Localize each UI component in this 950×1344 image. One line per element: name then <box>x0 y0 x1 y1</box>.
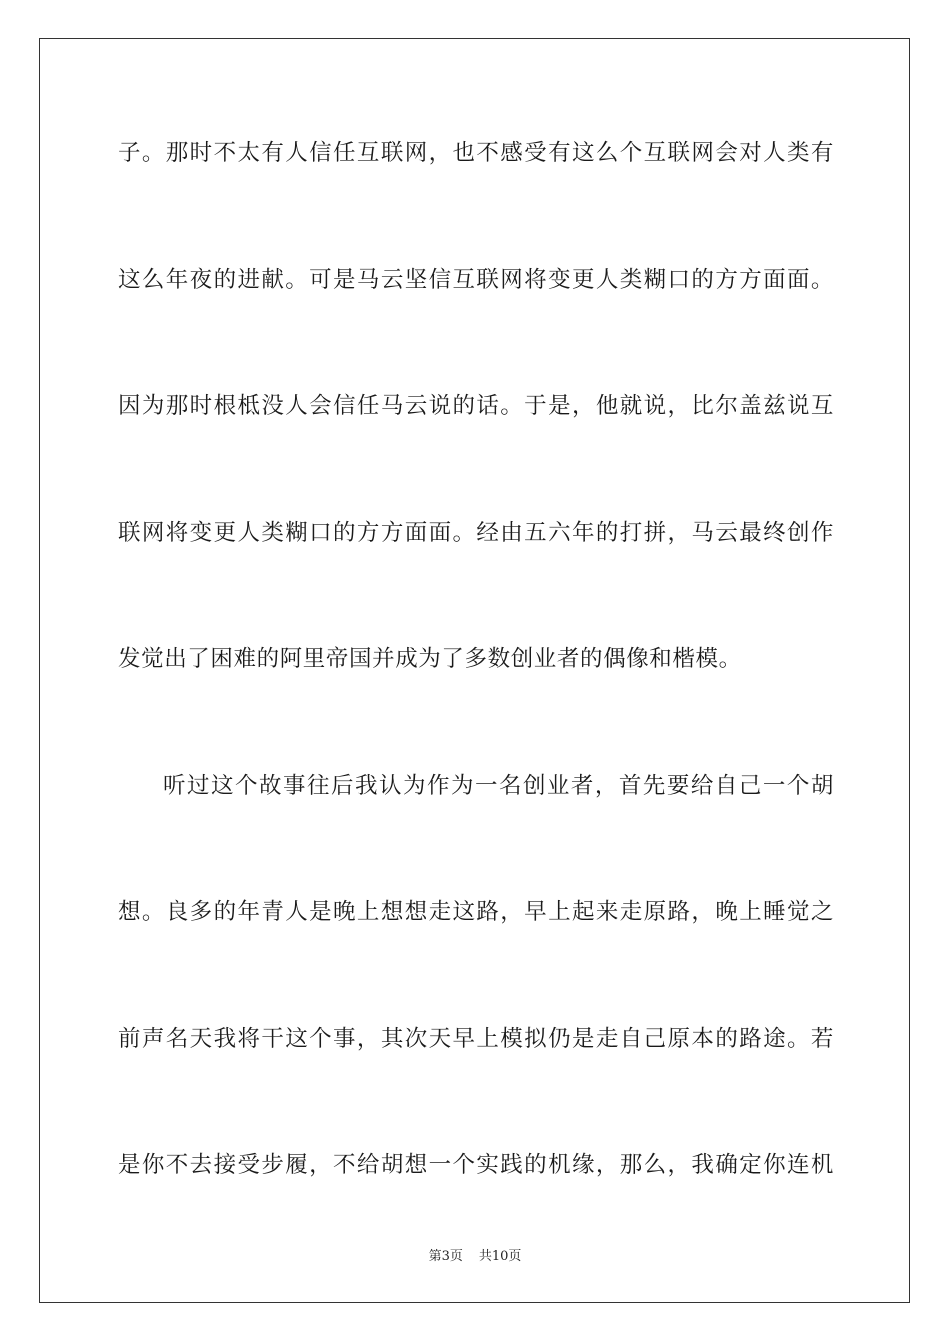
text-line: 这么年夜的进献。可是马云坚信互联网将变更人类糊口的方方面面。 <box>118 266 834 293</box>
page-total: 共10页 <box>478 1249 522 1264</box>
document-body <box>118 122 834 1261</box>
page-footer <box>0 1245 950 1264</box>
page-number: 第3页 <box>428 1249 463 1264</box>
text-line: 发觉出了困难的阿里帝国并成为了多数创业者的偶像和楷模。 <box>118 646 742 672</box>
text-line: 联网将变更人类糊口的方方面面。经由五六年的打拼，马云最终创作 <box>118 519 834 546</box>
text-line: 前声名天我将干这个事，其次天早上模拟仍是走自己原本的路途。若 <box>118 1025 834 1052</box>
text-line: 想。良多的年青人是晚上想想走这路，早上起来走原路，晚上睡觉之 <box>118 899 834 925</box>
text-line: 听过这个故事往后我认为作为一名创业者，首先要给自己一个胡 <box>163 772 834 799</box>
text-line: 是你不去接受步履，不给胡想一个实践的机缘，那么，我确定你连机 <box>118 1152 834 1178</box>
text-line: 因为那时根柢没人会信任马云说的话。于是，他就说，比尔盖兹说互 <box>118 393 834 419</box>
text-line: 子。那时不太有人信任互联网，也不感受有这么个互联网会对人类有 <box>118 140 834 166</box>
